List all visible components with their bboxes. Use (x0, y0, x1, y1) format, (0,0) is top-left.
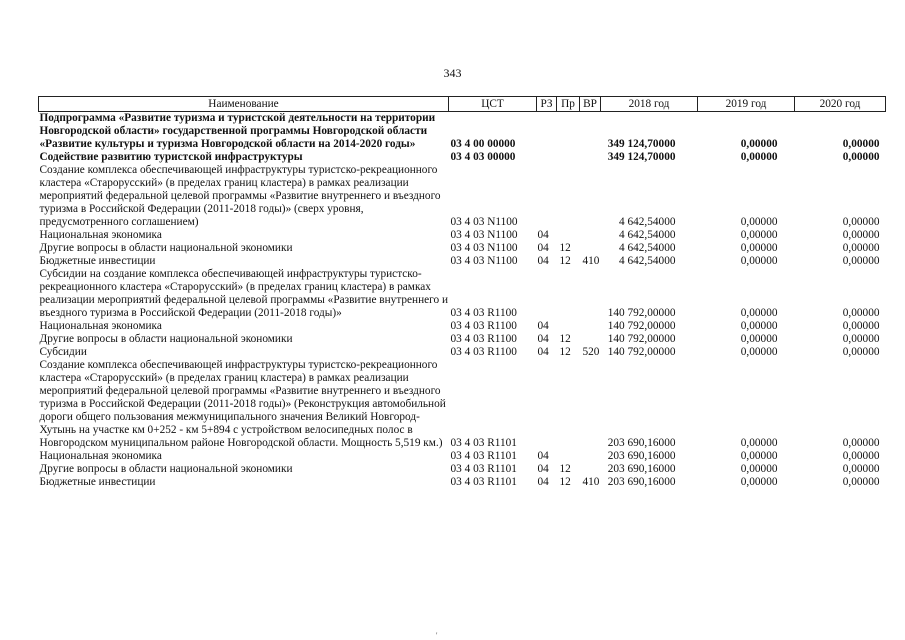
cell-rz (537, 164, 557, 229)
cell-vr (580, 112, 601, 152)
header-name: Наименование (39, 97, 449, 112)
table-row (39, 255, 886, 268)
header-2020: 2020 год (795, 97, 886, 112)
cell-vr (580, 151, 601, 164)
cell-y2019: 0,00000 (740, 151, 778, 163)
table-row (39, 112, 886, 152)
cell-y2018: 203 690,16000 (607, 450, 676, 462)
table-header-row (39, 97, 886, 112)
cell-rz: 04 (537, 346, 549, 358)
cell-name: Субсидии на создание комплекса обеспечивающей инфраструктуры туристско-рекреационного кластера «Старорусский» (в пределах границ кластера) в рамках реализации мероприятий федеральной целевой программы «Развитие внутреннего и въездного туризма в Российской Федерации (2011-2018 годы)» (39, 268, 449, 319)
table-row (39, 333, 886, 346)
header-2019: 2019 год (698, 97, 795, 112)
cell-pr (557, 450, 580, 463)
cell-rz (537, 112, 557, 152)
cell-pr (557, 320, 580, 333)
scan-mark: ' (436, 631, 438, 640)
cell-name: Другие вопросы в области национальной экономики (39, 463, 293, 475)
cell-cst: 03 4 03 N1100 (450, 255, 518, 267)
cell-rz: 04 (537, 463, 549, 475)
cell-vr (580, 229, 601, 242)
cell-name: Создание комплекса обеспечивающей инфраструктуры туристско-рекреационного кластера «Старорусский» (в пределах границ кластера) в рамках реализации мероприятий федеральной целевой программы «Развитие внутреннего и въездного туризма в Российской Федерации (2011-2018 годы)» (сверх уровня, предусмотренного соглашением) (39, 164, 441, 228)
cell-y2019: 0,00000 (740, 463, 778, 475)
cell-y2020: 0,00000 (842, 151, 880, 163)
cell-y2020: 0,00000 (842, 333, 880, 345)
cell-name: Национальная экономика (39, 320, 162, 332)
cell-cst: 03 4 03 R1101 (450, 450, 517, 462)
cell-cst: 03 4 03 N1100 (450, 216, 518, 228)
cell-vr: 410 (582, 255, 600, 267)
cell-y2018: 349 124,70000 (607, 151, 676, 163)
cell-cst: 03 4 03 R1100 (450, 333, 517, 345)
cell-y2019: 0,00000 (740, 333, 778, 345)
cell-y2019: 0,00000 (740, 450, 778, 462)
cell-pr (557, 229, 580, 242)
cell-pr (557, 164, 580, 229)
cell-vr (580, 359, 601, 450)
cell-cst: 03 4 03 00000 (450, 151, 516, 163)
cell-y2020: 0,00000 (842, 216, 880, 228)
cell-name: Бюджетные инвестиции (39, 255, 156, 267)
cell-vr (580, 164, 601, 229)
cell-y2018: 4 642,54000 (619, 229, 676, 241)
header-cst: ЦСТ (449, 97, 537, 112)
cell-y2018: 140 792,00000 (607, 346, 676, 358)
cell-rz (537, 151, 557, 164)
cell-rz: 04 (537, 255, 549, 267)
cell-pr: 12 (559, 463, 571, 475)
cell-cst: 03 4 03 N1100 (450, 242, 518, 254)
cell-y2019: 0,00000 (740, 138, 778, 150)
cell-rz: 04 (537, 242, 549, 254)
header-2018: 2018 год (601, 97, 698, 112)
table-row (39, 268, 886, 320)
cell-vr (580, 268, 601, 320)
cell-name: Создание комплекса обеспечивающей инфраструктуры туристско-рекреационного кластера «Старорусский» (в пределах границ кластера) в рамках реализации мероприятий федеральной целевой программы «Развитие внутреннего и въездного туризма в Российской Федерации (2011-2018 годы)» (Реконструкция автомобильной дороги общего пользования межмуниципального значения Великий Новгород-Хутынь на участке км 0+252 - км 5+894 с устройством велосипедных полос в Новгородском муниципальном районе Новгородской области. Мощность 5,519 км.) (39, 359, 446, 449)
cell-name: Субсидии (39, 346, 87, 358)
cell-y2019: 0,00000 (740, 229, 778, 241)
cell-y2020: 0,00000 (842, 450, 880, 462)
cell-cst: 03 4 03 R1100 (450, 320, 517, 332)
header-rz: РЗ (537, 97, 557, 112)
cell-rz (537, 268, 557, 320)
cell-y2020: 0,00000 (842, 463, 880, 475)
cell-y2020: 0,00000 (842, 307, 880, 319)
table-row (39, 450, 886, 463)
cell-rz: 04 (537, 229, 549, 241)
cell-name: Национальная экономика (39, 450, 162, 462)
cell-y2019: 0,00000 (740, 242, 778, 254)
cell-cst: 03 4 03 N1100 (450, 229, 518, 241)
cell-y2020: 0,00000 (842, 242, 880, 254)
cell-y2020: 0,00000 (842, 476, 880, 488)
cell-vr: 410 (582, 476, 600, 488)
cell-cst: 03 4 03 R1100 (450, 307, 517, 319)
cell-y2020: 0,00000 (842, 346, 880, 358)
cell-rz: 04 (537, 450, 549, 462)
cell-y2020: 0,00000 (842, 138, 880, 150)
cell-cst: 03 4 03 R1101 (450, 476, 517, 488)
cell-y2020: 0,00000 (842, 437, 880, 449)
cell-name: Подпрограмма «Развитие туризма и туристской деятельности на территории Новгородской области» государственной программы Новгородской области «Развитие культуры и туризма Новгородской области на 2014-2020 годы» (39, 112, 436, 150)
header-vr: ВР (580, 97, 601, 112)
cell-y2018: 140 792,00000 (607, 333, 676, 345)
cell-rz: 04 (537, 333, 549, 345)
cell-name: Другие вопросы в области национальной экономики (39, 242, 293, 254)
header-pr: Пр (557, 97, 580, 112)
table-row (39, 164, 886, 229)
cell-pr (557, 359, 580, 450)
cell-cst: 03 4 03 R1101 (450, 463, 517, 475)
cell-vr (580, 333, 601, 346)
cell-y2018: 4 642,54000 (619, 242, 676, 254)
cell-vr (580, 242, 601, 255)
cell-pr: 12 (559, 242, 571, 254)
cell-y2018: 203 690,16000 (607, 463, 676, 475)
cell-rz: 04 (537, 476, 549, 488)
cell-y2020: 0,00000 (842, 229, 880, 241)
cell-pr: 12 (559, 255, 571, 267)
cell-y2018: 140 792,00000 (607, 307, 676, 319)
table-row (39, 242, 886, 255)
cell-y2020: 0,00000 (842, 320, 880, 332)
table-row (39, 229, 886, 242)
cell-y2019: 0,00000 (740, 320, 778, 332)
cell-cst: 03 4 03 R1101 (450, 437, 517, 449)
cell-name: Национальная экономика (39, 229, 162, 241)
cell-pr (557, 151, 580, 164)
table-row (39, 359, 886, 450)
table-row (39, 151, 886, 164)
cell-y2018: 203 690,16000 (607, 437, 676, 449)
table-row (39, 320, 886, 333)
cell-y2020: 0,00000 (842, 255, 880, 267)
cell-vr: 520 (582, 346, 600, 358)
cell-pr (557, 112, 580, 152)
cell-name: Другие вопросы в области национальной экономики (39, 333, 293, 345)
budget-table (38, 96, 886, 489)
cell-y2019: 0,00000 (740, 476, 778, 488)
cell-cst: 03 4 00 00000 (450, 138, 516, 150)
cell-y2018: 4 642,54000 (619, 216, 676, 228)
cell-rz: 04 (537, 320, 549, 332)
cell-pr: 12 (559, 476, 571, 488)
cell-vr (580, 320, 601, 333)
cell-pr: 12 (559, 333, 571, 345)
cell-y2018: 4 642,54000 (619, 255, 676, 267)
cell-y2019: 0,00000 (740, 437, 778, 449)
cell-rz (537, 359, 557, 450)
page-number: 343 (443, 66, 462, 80)
cell-name: Содействие развитию туристской инфраструктуры (39, 151, 303, 163)
cell-y2018: 140 792,00000 (607, 320, 676, 332)
cell-y2018: 203 690,16000 (607, 476, 676, 488)
cell-y2019: 0,00000 (740, 255, 778, 267)
table-row (39, 463, 886, 476)
table-row (39, 476, 886, 489)
cell-cst: 03 4 03 R1100 (450, 346, 517, 358)
cell-y2019: 0,00000 (740, 307, 778, 319)
cell-vr (580, 463, 601, 476)
cell-pr (557, 268, 580, 320)
cell-vr (580, 450, 601, 463)
cell-name: Бюджетные инвестиции (39, 476, 156, 488)
cell-pr: 12 (559, 346, 571, 358)
cell-y2019: 0,00000 (740, 216, 778, 228)
cell-y2018: 349 124,70000 (607, 138, 676, 150)
table-row (39, 346, 886, 359)
cell-y2019: 0,00000 (740, 346, 778, 358)
